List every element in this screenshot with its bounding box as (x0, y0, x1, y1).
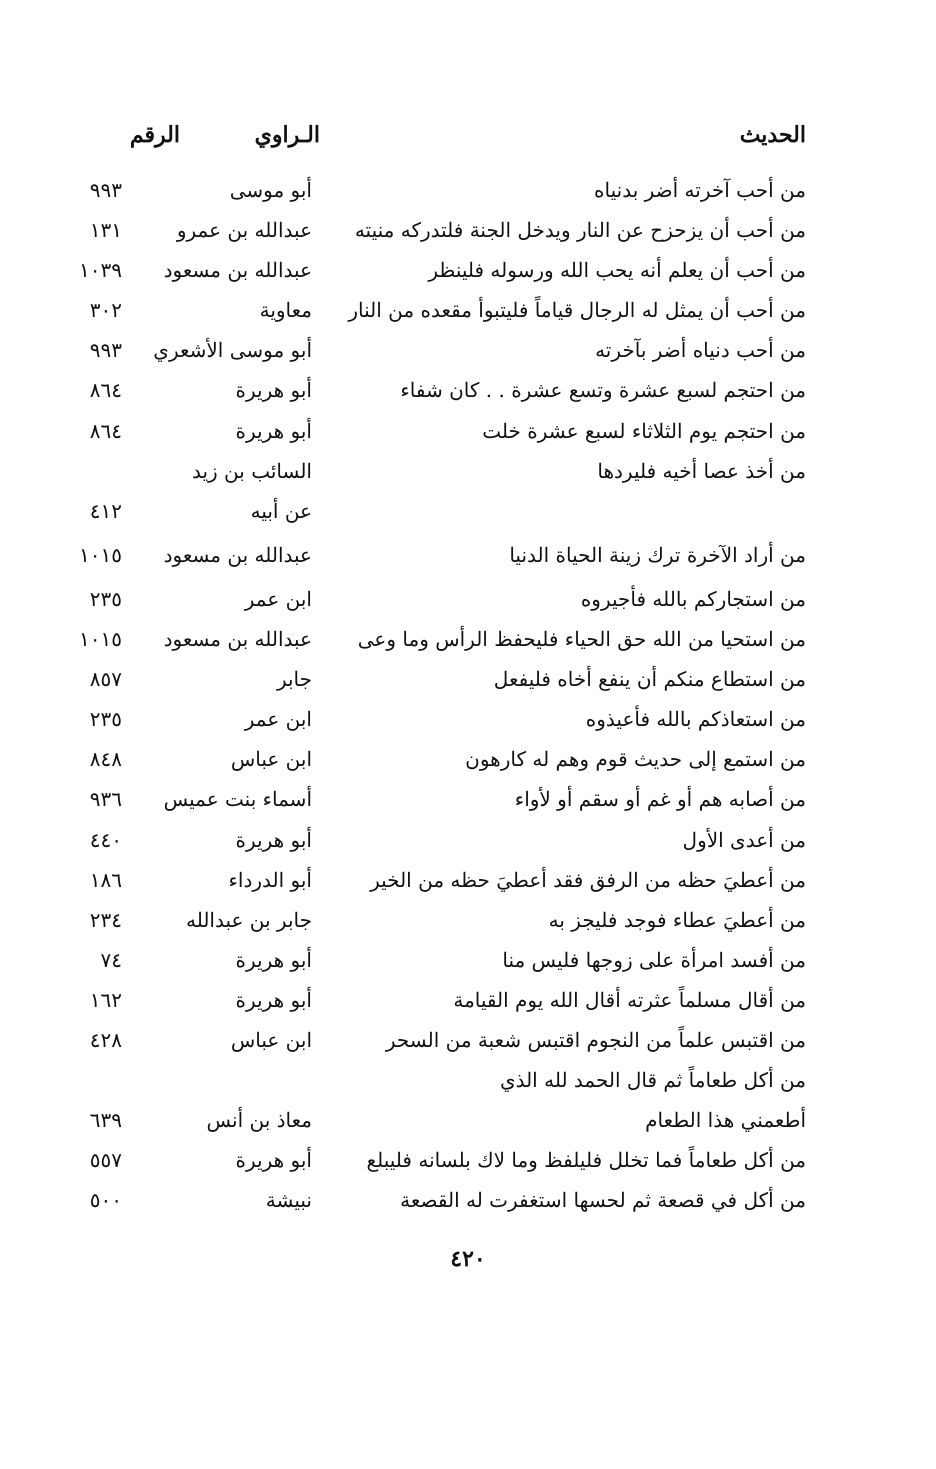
table-row (60, 1180, 820, 1220)
hadith-number: ١٣١ (89, 218, 122, 243)
narrator-column-header: الـراوي (254, 122, 320, 148)
hadith-number: ٥٥٧ (89, 1148, 122, 1173)
narrator-name: ابن عمر (244, 586, 312, 611)
hadith-text: من أحب دنياه أضر بآخرته (595, 338, 806, 363)
narrator-name: أبو الدرداء (228, 867, 312, 892)
table-row (60, 659, 820, 699)
narrator-name: أبو موسى الأشعري (153, 338, 312, 363)
table-row (60, 579, 820, 619)
table-row (60, 1020, 820, 1060)
hadith-text: من أحب أن يزحزح عن النار ويدخل الجنة فلتدركه منيته (354, 218, 806, 243)
table-row (60, 1140, 820, 1180)
table-row (60, 290, 820, 330)
hadith-text: من أحب أن يمثل له الرجال قياماً فليتبوأ مقعده من النار (348, 298, 806, 323)
narrator-name: عبدالله بن مسعود (163, 627, 312, 652)
hadith-number: ١٠١٥ (79, 542, 122, 567)
hadith-number: ٩٩٣ (89, 338, 122, 363)
hadith-number: ٤١٢ (89, 498, 122, 523)
table-row (60, 779, 820, 819)
narrator-name: ابن عمر (244, 707, 312, 732)
hadith-text: من استطاع منكم أن ينفع أخاه فليفعل (493, 667, 806, 692)
table-row (60, 820, 820, 860)
table-row (60, 250, 820, 290)
hadith-number: ٩٣٦ (89, 787, 122, 812)
hadith-text: من استمع إلى حديث قوم وهم له كارهون (465, 747, 806, 772)
hadith-number: ٨٦٤ (89, 418, 122, 443)
page-number: ٤٢٠ (450, 1246, 486, 1272)
narrator-name: ابن عباس (230, 1027, 312, 1052)
hadith-number: ١٠٣٩ (79, 258, 122, 283)
narrator-name: أبو هريرة (235, 947, 312, 972)
hadith-number: ٤٤٠ (89, 827, 122, 852)
table-row (60, 330, 820, 370)
narrator-name: معاذ بن أنس (206, 1108, 312, 1133)
narrator-name: أبو هريرة (235, 418, 312, 443)
hadith-number: ١٦٢ (89, 987, 122, 1012)
narrator-name: عبدالله بن عمرو (176, 218, 312, 243)
hadith-text: من استعاذكم بالله فأعيذوه (585, 707, 806, 732)
narrator-name: أبو هريرة (235, 827, 312, 852)
hadith-text: من أكل طعاماً ثم قال الحمد لله الذي (499, 1068, 806, 1093)
narrator-name: عن أبيه (250, 498, 312, 523)
table-row (60, 940, 820, 980)
table-row (60, 170, 820, 210)
hadith-number: ٢٣٤ (89, 907, 122, 932)
hadith-text: من احتجم يوم الثلاثاء لسبع عشرة خلت (482, 418, 806, 443)
table-row (60, 860, 820, 900)
table-row (60, 535, 820, 575)
table-row (60, 1060, 820, 1100)
hadith-text: من أراد الآخرة ترك زينة الحياة الدنيا (509, 542, 806, 567)
table-row (60, 370, 820, 410)
number-column-header: الرقم (129, 122, 180, 148)
narrator-name: أبو هريرة (235, 987, 312, 1012)
hadith-text: من أكل طعاماً فما تخلل فليلفظ وما لاك بلسانه فليبلع (366, 1148, 806, 1173)
table-row (60, 491, 820, 531)
hadith-text: من أحب آخرته أضر بدنياه (594, 178, 806, 202)
narrator-name: نبيشة (265, 1188, 312, 1213)
narrator-name: أسماء بنت عميس (163, 787, 312, 812)
narrator-name: أبو موسى (229, 178, 312, 202)
table-row (60, 900, 820, 940)
hadith-text: من أحب أن يعلم أنه يحب الله ورسوله فلينظر (428, 258, 806, 283)
hadith-text: من أعدى الأول (682, 827, 806, 852)
hadith-number: ١٠١٥ (79, 627, 122, 652)
hadith-number: ٧٤ (100, 947, 122, 972)
hadith-text: من أفسد امرأة على زوجها فليس منا (502, 947, 806, 972)
hadith-text: من استجاركم بالله فأجيروه (580, 586, 806, 611)
hadith-text: من اقتبس علماً من النجوم اقتبس شعبة من السحر (385, 1027, 806, 1052)
hadith-text: من أعطيَ عطاء فوجد فليجز به (548, 907, 806, 932)
table-row (60, 699, 820, 739)
narrator-name: جابر (276, 667, 312, 692)
hadith-text: من استحيا من الله حق الحياء فليحفظ الرأس وما وعى (357, 627, 806, 652)
narrator-name: أبو هريرة (235, 1148, 312, 1173)
table-row (60, 210, 820, 250)
narrator-name: جابر بن عبدالله (185, 907, 312, 932)
hadith-number: ٨٤٨ (89, 747, 122, 772)
narrator-name: عبدالله بن مسعود (163, 542, 312, 567)
table-row (60, 1100, 820, 1140)
hadith-number: ٨٥٧ (89, 667, 122, 692)
narrator-name: أبو هريرة (235, 378, 312, 403)
hadith-number: ٤٢٨ (89, 1027, 122, 1052)
table-row (60, 739, 820, 779)
hadith-number: ٣٠٢ (89, 298, 122, 323)
table-header (60, 122, 820, 162)
hadith-text: من احتجم لسبع عشرة وتسع عشرة . . كان شفاء (400, 378, 806, 403)
hadith-index-table (60, 170, 820, 1220)
hadith-number: ١٨٦ (89, 867, 122, 892)
hadith-text: من أخذ عصا أخيه فليردها (597, 458, 806, 483)
hadith-number: ٩٩٣ (89, 178, 122, 202)
narrator-name: السائب بن زيد (191, 458, 312, 483)
hadith-number: ٢٣٥ (89, 707, 122, 732)
narrator-name: معاوية (259, 298, 312, 323)
hadith-text: من أعطيَ حظه من الرفق فقد أعطيَ حظه من الخير (370, 867, 806, 892)
hadith-number: ٦٣٩ (89, 1108, 122, 1133)
table-row (60, 619, 820, 659)
hadith-number: ٨٦٤ (89, 378, 122, 403)
hadith-column-header: الحديث (739, 122, 806, 148)
narrator-name: ابن عباس (230, 747, 312, 772)
table-row (60, 451, 820, 491)
hadith-text: من أصابه هم أو غم أو سقم أو لأواء (514, 787, 806, 812)
hadith-text: أطعمني هذا الطعام (645, 1108, 806, 1133)
hadith-number: ٥٠٠ (89, 1188, 122, 1213)
table-row (60, 411, 820, 451)
hadith-number: ٢٣٥ (89, 586, 122, 611)
hadith-text: من أقال مسلماً عثرته أقال الله يوم القيامة (453, 987, 806, 1012)
table-row (60, 980, 820, 1020)
hadith-text: من أكل في قصعة ثم لحسها استغفرت له القصعة (400, 1188, 806, 1213)
narrator-name: عبدالله بن مسعود (163, 258, 312, 283)
